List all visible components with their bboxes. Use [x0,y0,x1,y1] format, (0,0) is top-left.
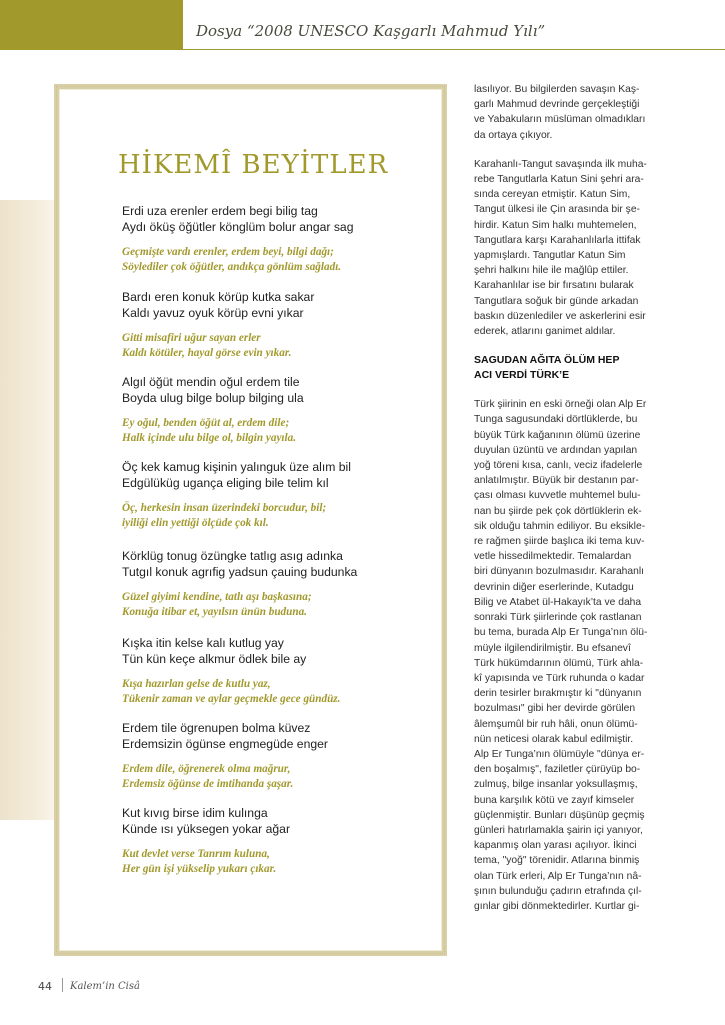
translation-line: Söylediler çok öğütler, andıkça gönlüm sağladı. [122,261,342,273]
stanza-5 [122,548,440,620]
translation-line: iyiliği elin yettiği ölçüde çok kıl. [122,517,269,529]
magazine-name: Kalem’in Cisâ [70,981,140,992]
original-line: Edgülüküg ugança eliging bile telim kıl [122,476,329,490]
original-line: Künde ısı yüksegen yokar ağar [122,822,291,836]
stanza-8 [122,805,440,877]
stanza-4 [122,459,440,531]
original-line: Erdem tile ögrenupen bolma küvez [122,721,311,735]
translation-line: Ey oğul, benden öğüt al, erdem dile; [122,417,290,429]
translation-line: Erdemsiz öğünse de imtihanda şaşar. [122,778,294,790]
page-number: 44 [38,980,52,993]
original-line: Boyda ulug bilge bolup bilging ula [122,391,304,405]
translation-line: Konuğa itibar et, yayılsın ünün buduna. [122,606,307,618]
translation-line: Güzel giyimi kendine, tatlı aşı başkasına; [122,591,312,603]
translation-line: Her gün işi yükselip yukarı çıkar. [122,863,277,875]
section-heading: SAGUDAN AĞITA ÖLÜM HEP ACI VERDİ TÜRK’E [474,354,620,382]
translation-line: Kut devlet verse Tanrım kuluna, [122,848,270,860]
manuscript-background [0,200,60,820]
translation-line: Kışa hazırlan gelse de kutlu yaz, [122,678,271,690]
translation-line: Kaldı kötüler, hayal görse evin yıkar. [122,347,292,359]
original-line: Erdemsizin ögünse engmegüde enger [122,737,328,751]
stanza-6 [122,635,440,707]
original-line: Bardı eren konuk körüp kutka sakar [122,290,315,304]
original-line: Öç kek kamug kişinin yalınguk üze alım bil [122,460,351,474]
translation-line: Geçmişte vardı erenler, erdem beyi, bilgi dağı; [122,246,334,258]
translation-line: Tükenir zaman ve aylar geçmekle gece gündüz. [122,693,341,705]
original-line: Aydı öküş öğütler könglüm bolur angar sag [122,220,354,234]
header-color-bar [0,0,183,50]
paragraph: lasılıyor. Bu bilgilerden savaşın Kaş- garlı Mahmud devrinde gerçekleştiği ve Yabakuların müslüman olmadıkları da ortaya çıkıyor. [474,84,646,141]
original-line: Algıl öğüt mendin oğul erdem tile [122,375,300,389]
translation-line: Öç, herkesin insan üzerindeki borcudur, bil; [122,502,327,514]
translation-line: Erdem dile, öğrenerek olma mağrur, [122,763,291,775]
paragraph: Türk şiirinin en eski örneği olan Alp Er Tunga sagusundaki dörtlüklerde, bu büyük Türk kağanının ölümü üzerine duyulan üzüntü ve ardından yapılan yoğ töreni kısa, canlı, veciz ifadelerle anlatılmıştır. Büyük bir destanın par- çası olması kuvvetle muhtemel bulu- nan bu şiirde pek çok dörtlüklerin ek- sik olduğu tahmin ediliyor. Bu eksikle- re rağmen şiirde başlıca iki tema kuv- vetle hissedilmektedir. Temalardan biri dünyanın bozulmasıdır. Karahanlı devrinin diğer eserlerinde, Kutadgu Bilig ve Atabet ül-Hakayık’ta ve daha sonraki Türk şiirlerinde çok rastlanan bu tema, burada Alp Er Tunga’nın ölü- müyle ilgilendirilmiştir. Bu efsanevî Türk hükümdarının ölümü, Türk ahla- kî yapısında ve Türk ruhunda o kadar derin tesirler bırakmıştır ki "dünyanın bozulması" gibi her devirde görülen âlemşumûl bir ruh hâli, onun ölümü- nün neticesi olarak kabul edilmiştir. Alp Er Tunga’nın ölümüyle "dünya er- den boşalmış", faziletler çürüyüp bo- zulmuş, bilge insanlar yoksullaşmış, buna karşılık kötü ve zayıf kimseler güçlenmiştir. Bunları düşünüp geçmiş günleri hatırlamakla şairin içi yanıyor, kapanmış olan yarası açılıyor. İkinci tema, "yoğ" törenidir. Atlarına binmiş olan Türk erleri, Alp Er Tunga’nın nâ- şının bulunduğu çadırın etrafında çıl- gınlar gibi dönmektedirler. Kurtlar gi- [474,399,648,912]
running-header: Dosya “2008 UNESCO Kaşgarlı Mahmud Yılı” [196,22,546,40]
translation-line: Gitti misafiri uğur sayan erler [122,332,261,344]
original-line: Tutgıl konuk agrıfig yadsun çauing budunka [122,565,358,579]
footer-separator [62,978,63,992]
original-line: Kışka itin kelse kalı kutlug yay [122,636,284,650]
paragraph: Karahanlı-Tangut savaşında ilk muha- rebe Tangutlarla Katun Sini şehri ara- sında cereyan etmiştir. Katun Sim, Tangut ülkesi ile Çin arasında bir şe- hirdir. Katun Sim halkı muhtemelen, Tangutlara karşı Karahanlılarla ittifak yapmışlardı. Tangutlar Katun Sim şehri halkını hile ile mağlûp ettiler. Karahanlılar ise bir fırsatını bularak Tangutlara soğuk bir günde arkadan baskın düzenlediler ve askerlerini esir ederek, atlarını ganimet aldılar. [474,158,647,338]
original-line: Tün kün keçe alkmur ödlek bile ay [122,652,307,666]
article-column [474,82,674,928]
original-line: Erdi uza erenler erdem begi bilig tag [122,204,318,218]
original-line: Kut kıvıg birse idim kulınga [122,806,268,820]
stanza-1 [122,203,440,275]
stanza-2 [122,289,440,361]
translation-line: Halk içinde ulu bilge ol, bilgin yayıla. [122,432,297,444]
stanza-7 [122,720,440,792]
stanza-3 [122,374,440,446]
original-line: Kaldı yavuz oyuk körüp evni yıkar [122,306,304,320]
original-line: Körklüg tonug özüngke tatlıg asıg adınka [122,549,343,563]
header-rule [183,49,725,50]
poem-title: HİKEMÎ BEYİTLER [118,150,389,180]
